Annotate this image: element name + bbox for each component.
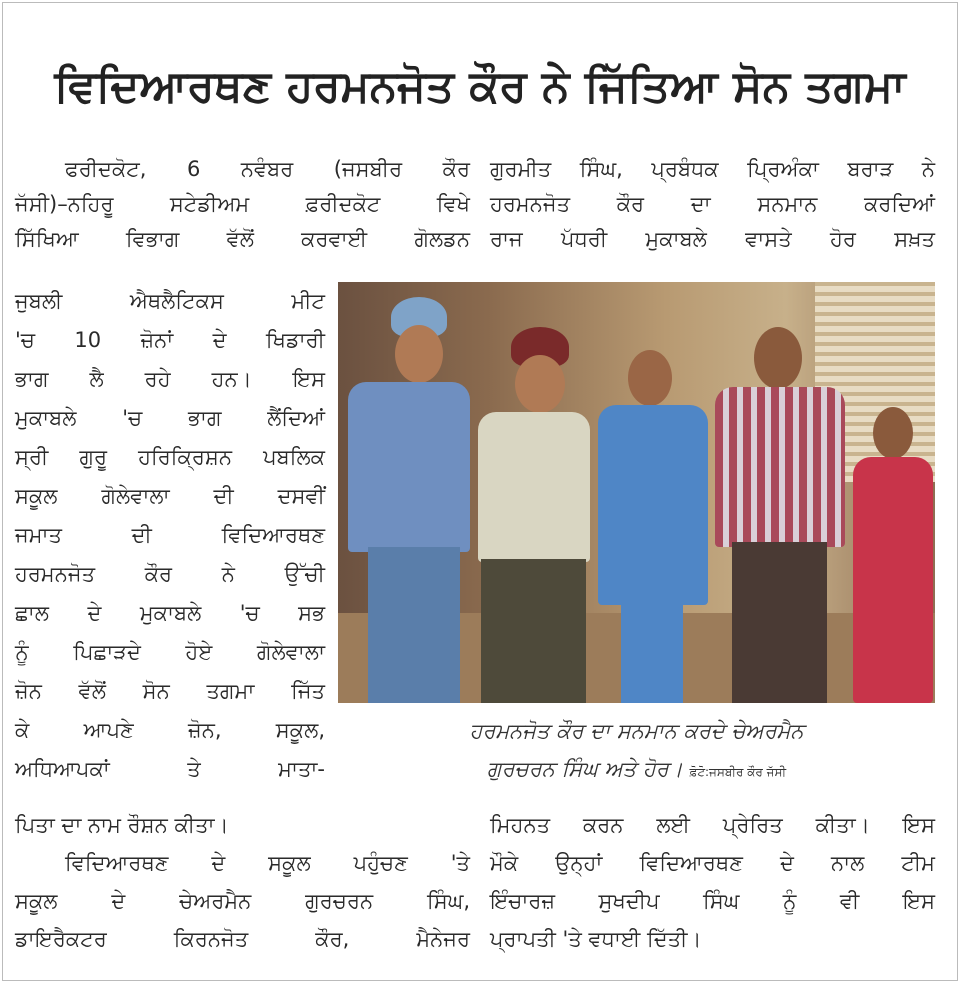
text-line: ਜਮਾਤ ਦੀ ਵਿਦਿਆਰਥਣ	[15, 523, 325, 547]
text-line: ਮਿਹਨਤ ਕਰਨ ਲਈ ਪ੍ਰੇਰਿਤ ਕੀਤਾ। ਇਸ	[490, 813, 935, 837]
person-woman-red	[853, 407, 933, 703]
text-line: ਰਾਜ ਪੱਧਰੀ ਮੁਕਾਬਲੇ ਵਾਸਤੇ ਹੋਰ ਸਖ਼ਤ	[490, 227, 935, 251]
caption-text: ਗੁਰਚਰਨ ਸਿੰਘ ਅਤੇ ਹੋਰ।	[486, 757, 683, 781]
text-line: ਵਿਦਿਆਰਥਣ ਦੇ ਸਕੂਲ ਪਹੁੰਚਣ 'ਤੇ	[65, 851, 470, 875]
text-line: ਜੱਸੀ)–ਨਹਿਰੂ ਸਟੇਡੀਅਮ ਫ਼ਰੀਦਕੋਟ ਵਿਖੇ	[15, 192, 470, 216]
text-line: ਜੁਬਲੀ ਐਥਲੈਟਿਕਸ ਮੀਟ	[15, 289, 325, 313]
photo-caption	[338, 712, 935, 791]
news-photo	[338, 282, 935, 703]
photo-credit: ਫ਼ੋਟੋ:ਜਸਬੀਰ ਕੌਰ ਜੱਸੀ	[689, 765, 787, 779]
text-line: ਗੁਰਮੀਤ ਸਿੰਘ, ਪ੍ਰਬੰਧਕ ਪ੍ਰਿਅੰਕਾ ਬਰਾੜ ਨੇ	[490, 157, 935, 181]
text-line: ਹਰਮਨਜੋਤ ਕੌਰ ਦਾ ਸਨਮਾਨ ਕਰਦਿਆਂ	[490, 192, 935, 216]
right-column-top	[490, 152, 935, 257]
text-line: ਮੁਕਾਬਲੇ 'ਚ ਭਾਗ ਲੈਂਦਿਆਂ	[15, 406, 325, 430]
text-line: 'ਚ 10 ਜ਼ੋਨਾਂ ਦੇ ਖਿਡਾਰੀ	[15, 328, 325, 352]
text-line: ਮੌਕੇ ਉਨ੍ਹਾਂ ਵਿਦਿਆਰਥਣ ਦੇ ਨਾਲ ਟੀਮ	[490, 851, 935, 875]
text-line: ਪ੍ਰਾਪਤੀ 'ਤੇ ਵਧਾਈ ਦਿੱਤੀ।	[490, 927, 702, 951]
text-line: ਸ੍ਰੀ ਗੁਰੂ ਹਰਿਕ੍ਰਿਸ਼ਨ ਪਬਲਿਕ	[15, 445, 325, 469]
person-man-checked-shirt	[710, 327, 850, 703]
text-line: ਇੰਚਾਰਜ਼ ਸੁਖਦੀਪ ਸਿੰਘ ਨੂੰ ਵੀ ਇਸ	[490, 889, 935, 913]
text-line: ਫਰੀਦਕੋਟ, 6 ਨਵੰਬਰ (ਜਸਬੀਰ ਕੌਰ	[65, 157, 470, 181]
text-line: ਪਿਤਾ ਦਾ ਨਾਮ ਰੌਸ਼ਨ ਕੀਤਾ।	[15, 813, 229, 837]
person-student	[593, 350, 713, 703]
text-line: ਸਕੂਲ ਦੇ ਚੇਅਰਮੈਨ ਗੁਰਚਰਨ ਸਿੰਘ,	[15, 889, 470, 913]
left-column-bottom	[15, 806, 470, 958]
text-line: ਭਾਗ ਲੈ ਰਹੇ ਹਨ। ਇਸ	[15, 367, 325, 391]
person-man-blue-turban	[343, 297, 473, 703]
text-line: ਨੂੰ ਪਿਛਾੜਦੇ ਹੋਏ ਗੋਲੇਵਾਲਾ	[15, 640, 325, 664]
caption-line	[338, 750, 935, 791]
text-line: ਕੇ ਆਪਣੇ ਜ਼ੋਨ, ਸਕੂਲ,	[15, 718, 325, 742]
text-line: ਛਾਲ ਦੇ ਮੁਕਾਬਲੇ 'ਚ ਸਭ	[15, 601, 325, 625]
caption-line: ਹਰਮਨਜੋਤ ਕੌਰ ਦਾ ਸਨਮਾਨ ਕਰਦੇ ਚੇਅਰਮੈਨ	[469, 719, 804, 743]
text-line: ਹਰਮਨਜੋਤ ਕੌਰ ਨੇ ਉੱਚੀ	[15, 562, 325, 586]
text-line: ਸਿੱਖਿਆ ਵਿਭਾਗ ਵੱਲੋਂ ਕਰਵਾਈ ਗੋਲਡਨ	[15, 227, 470, 251]
headline: ਵਿਦਿਆਰਥਣ ਹਰਮਨਜੋਤ ਕੌਰ ਨੇ ਜਿੱਤਿਆ ਸੋਨ ਤਗਮਾ	[54, 61, 906, 112]
right-column-bottom	[490, 806, 935, 958]
person-chairman	[473, 327, 593, 703]
text-line: ਅਧਿਆਪਕਾਂ ਤੇ ਮਾਤਾ-	[15, 757, 325, 781]
text-line: ਸਕੂਲ ਗੋਲੇਵਾਲਾ ਦੀ ਦਸਵੀਂ	[15, 484, 325, 508]
left-column-top	[15, 152, 470, 257]
text-line: ਜ਼ੋਨ ਵੱਲੋਂ ਸੋਨ ਤਗਮਾ ਜਿੱਤ	[15, 679, 325, 703]
left-column-middle	[15, 282, 325, 789]
text-line: ਡਾਇਰੈਕਟਰ ਕਿਰਨਜੋਤ ਕੌਰ, ਮੈਨੇਜਰ	[15, 927, 470, 951]
